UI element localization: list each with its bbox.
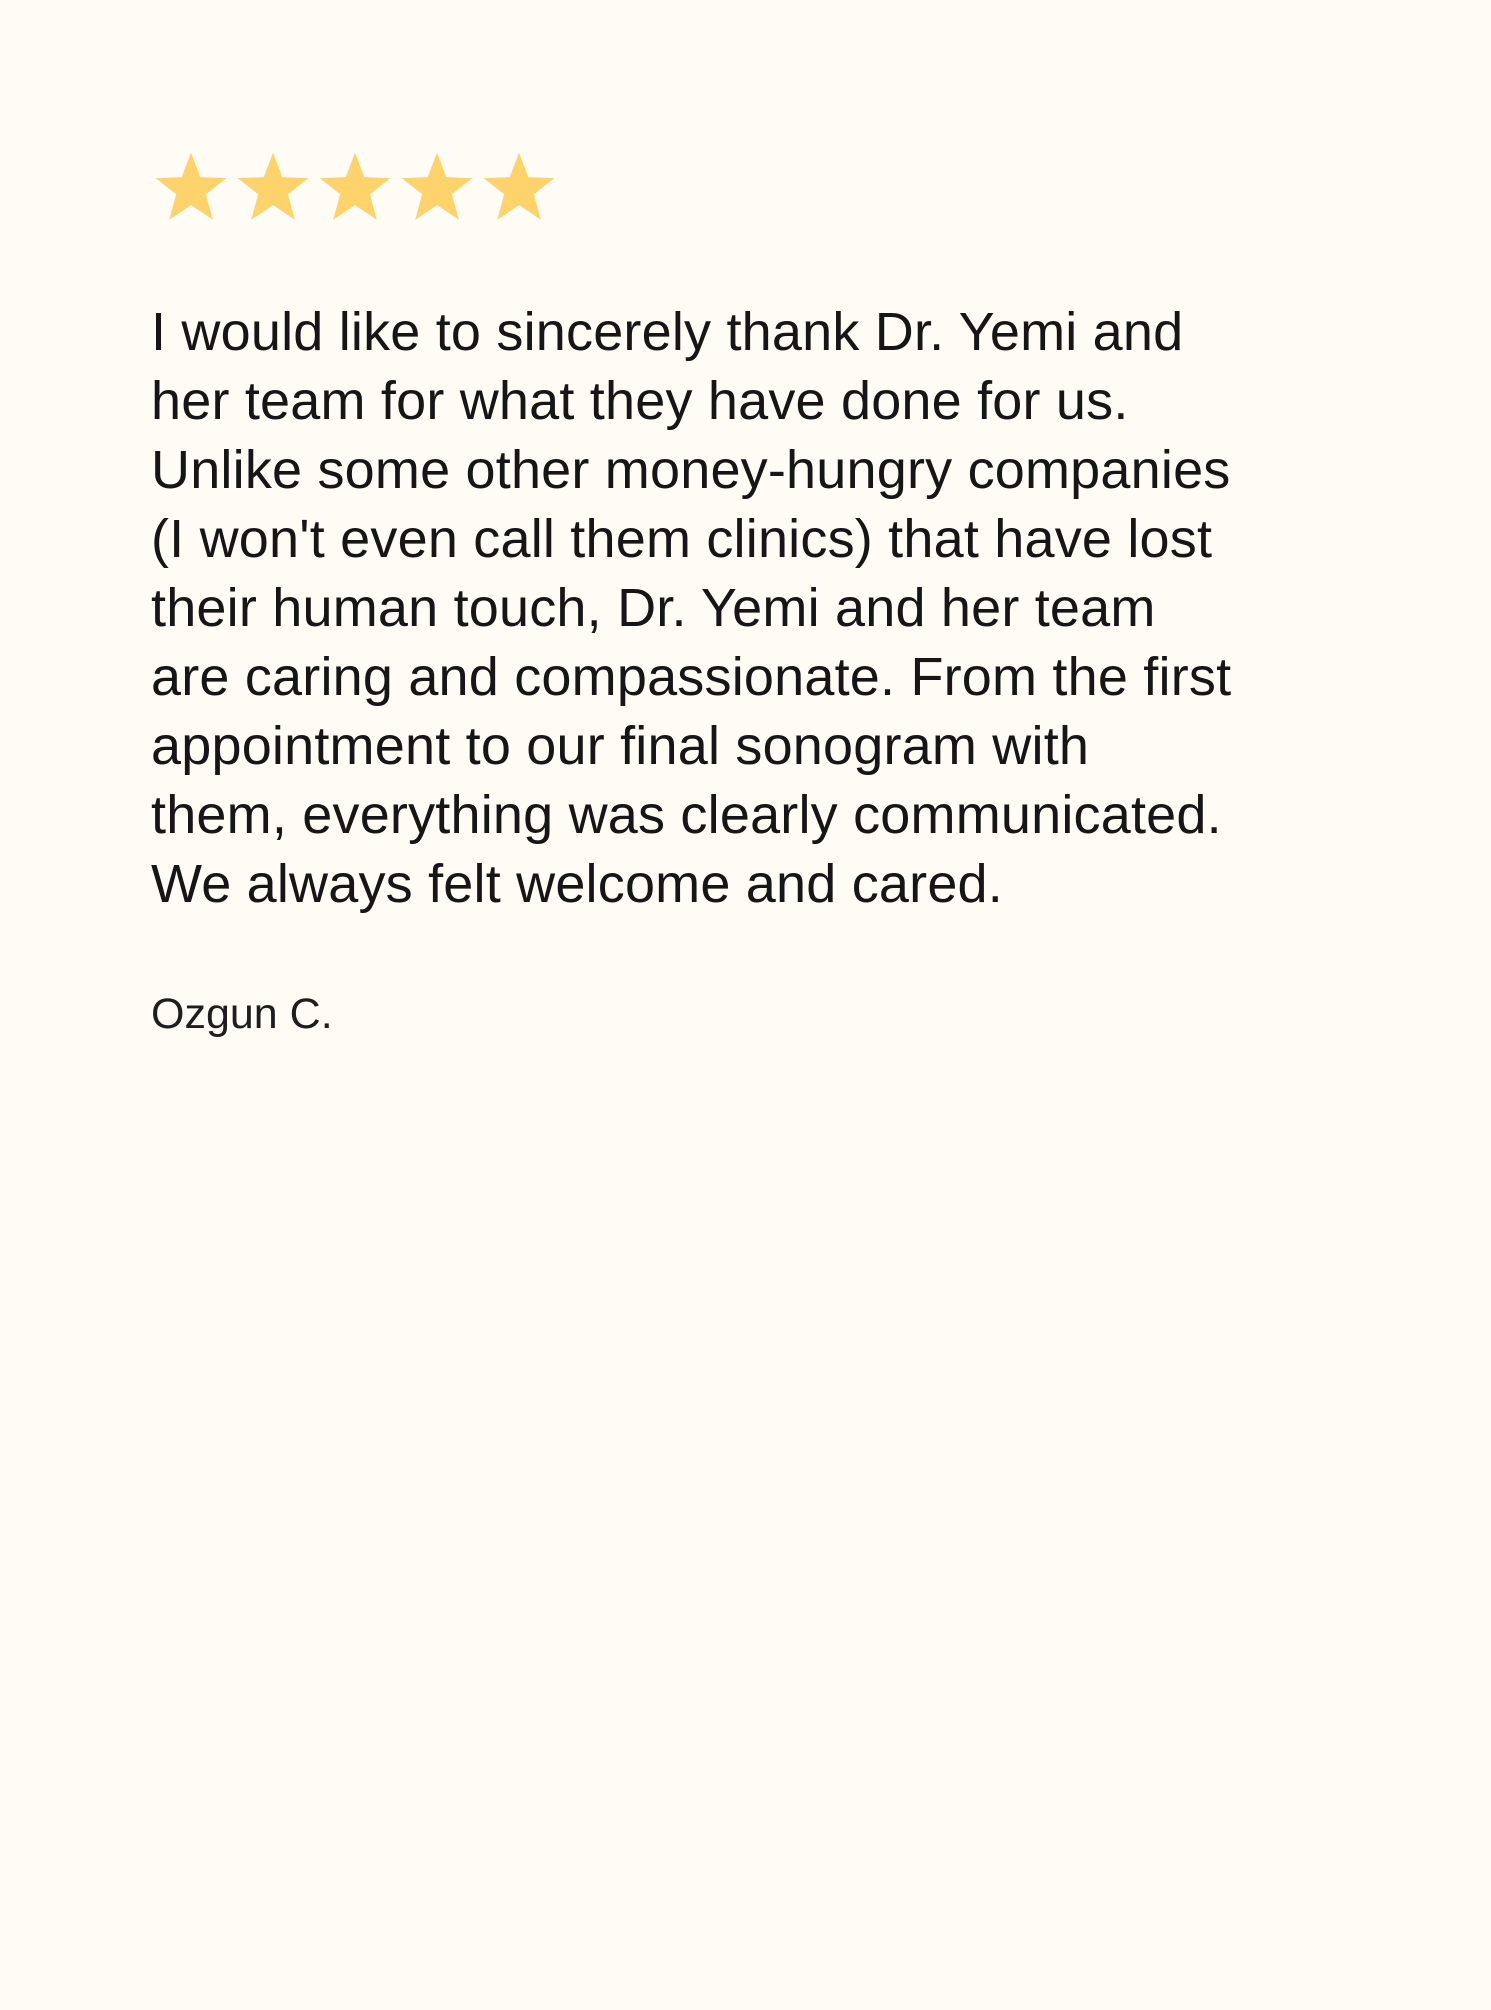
star-icon (233, 150, 313, 226)
star-icon (151, 150, 231, 226)
star-icon (397, 150, 477, 226)
star-icon (315, 150, 395, 226)
star-rating (151, 150, 1341, 226)
review-text: I would like to sincerely thank Dr. Yemi and her team for what they have done for us. Unlike some other money-hungry companies (I won't even call them clinics) that have lost their human touch, Dr. Yemi and her team are caring and compassionate. From the first appointment to our final sonogram with them, everything was clearly communicated. We always felt welcome and cared. (151, 302, 1232, 914)
review-author: Ozgun C. (151, 990, 333, 1038)
star-icon (479, 150, 559, 226)
